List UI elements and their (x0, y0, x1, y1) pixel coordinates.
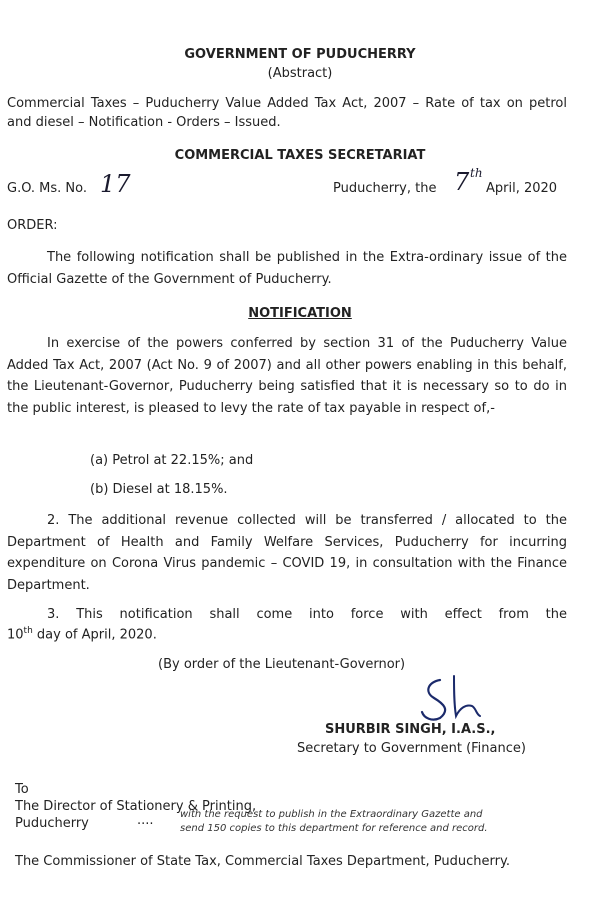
notification-heading: NOTIFICATION (248, 306, 352, 321)
notification-para1-content: In exercise of the powers conferred by section 31 of the Puducherry Value Added Tax Act, 2007 (Act No. 9 of 2007) and all other powers enabling in this behalf, the Lieutenant-Governor, Puducherry being satisfied that it is necessary so to do in the public interest, is pleased to levy the rate of tax payable in respect of,- (7, 336, 567, 416)
go-number-label: G.O. Ms. No. (7, 181, 88, 196)
notification-para1 (7, 333, 567, 419)
secretariat-heading: COMMERCIAL TAXES SECRETARIAT (174, 148, 426, 163)
subject-line: Commercial Taxes – Puducherry Value Added Tax Act, 2007 – Rate of tax on petrol and diesel – Notification - Orders – Issued. (7, 96, 567, 130)
item-petrol: (a) Petrol at 22.15%; and (90, 453, 254, 468)
date-day-suffix-handwritten: th (470, 166, 483, 180)
go-number-handwritten: 17 (100, 170, 131, 198)
by-order-line: (By order of the Lieutenant-Governor) (158, 657, 406, 672)
signatory-designation: Secretary to Government (Finance) (297, 741, 526, 756)
notification-para2-content: 2. The additional revenue collected will be transferred / allocated to the Department of Health and Family Welfare Services, Puducherry for incurring expenditure on Corona Virus pandemic – COVID 19, in consultation with the Finance Department. (7, 513, 567, 593)
government-heading: GOVERNMENT OF PUDUCHERRY (184, 47, 416, 62)
gazette-request-note-1: with the request to publish in the Extraordinary Gazette and (180, 809, 483, 820)
signature-stroke-s (422, 680, 445, 720)
ellipsis-dots: .... (137, 813, 154, 828)
to-label: To (15, 782, 29, 797)
recipient-director: The Director of Stationery & Printing, (15, 799, 257, 814)
date-month-year: April, 2020 (486, 181, 558, 196)
para3-day-suffix: th (23, 626, 33, 636)
order-text (7, 247, 567, 290)
signature-image (410, 672, 500, 722)
signatory-name: SHURBIR SINGH, I.A.S., (325, 722, 496, 737)
item-diesel: (b) Diesel at 18.15%. (90, 482, 228, 497)
notification-para3-line2 (7, 626, 157, 642)
date-place: Puducherry, the (333, 181, 437, 196)
para3-end: day of April, 2020. (36, 627, 157, 643)
notification-para3-line1 (7, 604, 567, 626)
recipient-commissioner: The Commissioner of State Tax, Commercial Taxes Department, Puducherry. (15, 854, 510, 869)
order-text-content: The following notification shall be published in the Extra-ordinary issue of the Official Gazette of the Government of Puducherry. (7, 250, 567, 287)
order-heading: ORDER: (7, 218, 58, 233)
notification-para3-start: 3. This notification shall come into force with effect from the (47, 607, 567, 622)
gazette-request-note-2: send 150 copies to this department for reference and record. (180, 823, 488, 834)
date-day-handwritten: 7 (454, 168, 470, 196)
abstract-label: (Abstract) (267, 66, 333, 81)
recipient-director-city: Puducherry (15, 816, 89, 831)
signature-stroke-h (454, 676, 480, 716)
para3-day: 10 (7, 627, 24, 643)
notification-para2 (7, 510, 567, 596)
